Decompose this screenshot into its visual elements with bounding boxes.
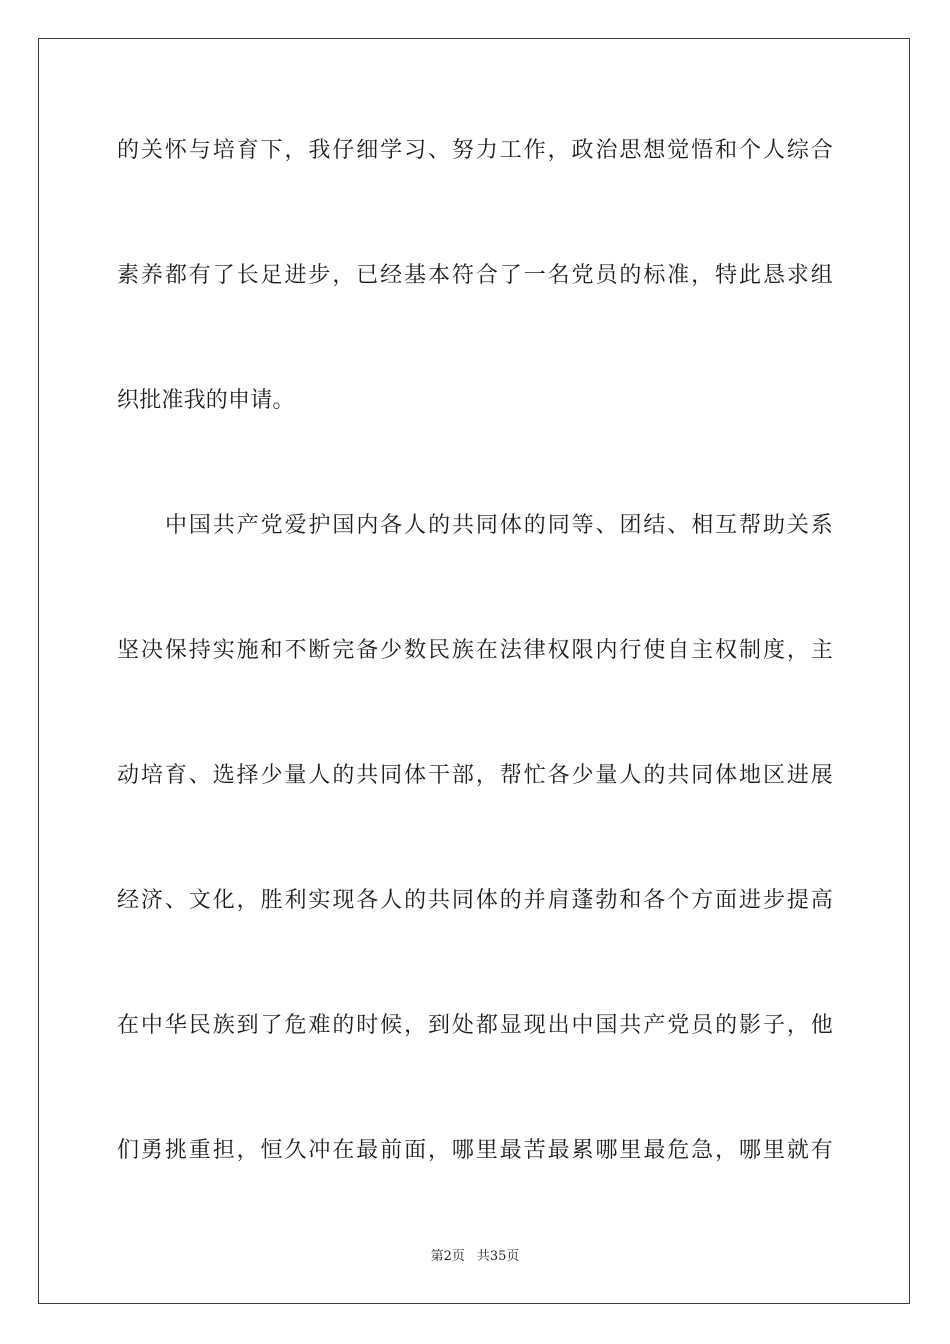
text-line: 的关怀与培育下，我仔细学习、努力工作，政治思想觉悟和个人综合	[117, 138, 833, 163]
page-number-current: 第2页	[430, 1249, 465, 1264]
text-line: 素养都有了长足进步，已经基本符合了一名党员的标准，特此恳求组	[117, 263, 833, 288]
text-line: 织批准我的申请。	[117, 388, 295, 413]
text-line: 在中华民族到了危难的时候，到处都显现出中国共产党员的影子，他	[117, 1013, 833, 1038]
text-line: 动培育、选择少量人的共同体干部，帮忙各少量人的共同体地区进展	[117, 763, 833, 788]
text-line: 坚决保持实施和不断完备少数民族在法律权限内行使自主权制度，主	[117, 638, 833, 663]
page-footer	[0, 1248, 950, 1266]
text-line: 中国共产党爱护国内各人的共同体的同等、团结、相互帮助关系	[165, 513, 833, 538]
page-border	[38, 38, 910, 1304]
text-line: 们勇挑重担，恒久冲在最前面，哪里最苦最累哪里最危急，哪里就有	[117, 1138, 833, 1163]
text-line: 经济、文化，胜利实现各人的共同体的并肩蓬勃和各个方面进步提高	[117, 888, 833, 913]
page-number-total: 共35页	[476, 1249, 520, 1264]
